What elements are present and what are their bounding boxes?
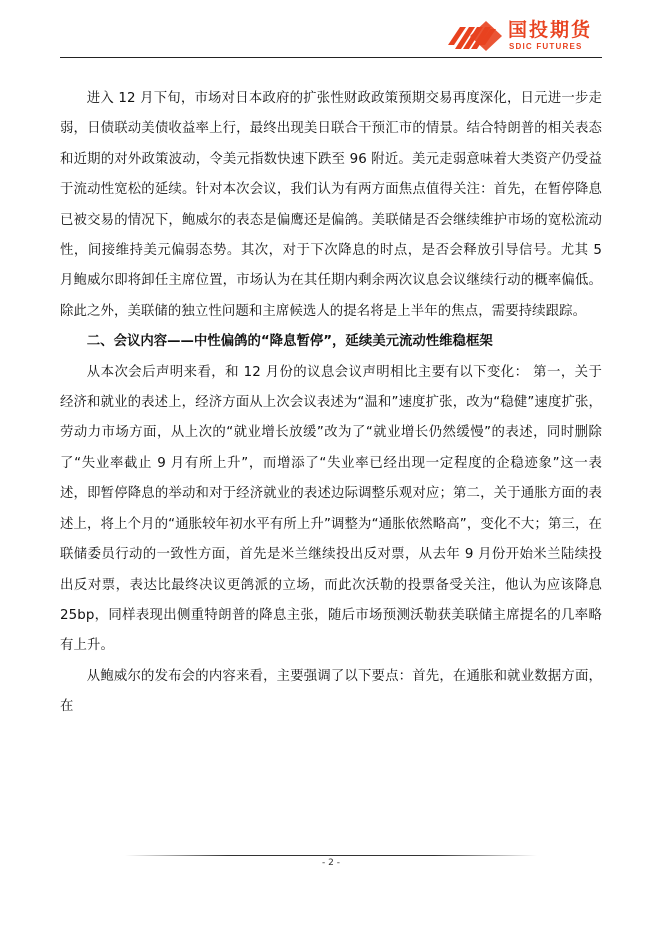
page-number: - 2 -	[322, 858, 340, 868]
paragraph-press-conference: 从鲍威尔的发布会的内容来看，主要强调了以下要点：首先，在通胀和就业数据方面，在	[60, 668, 602, 715]
logo-english-text: SDIC FUTURES	[509, 42, 583, 51]
paragraph-statement-changes: 从本次会后声明来看，和 12 月份的议息会议声明相比主要有以下变化： 第一，关于经济和就业的表述上，经济方面从上次会议表述为“温和”速度扩张，改为“稳健”速度扩张，劳动力市场方面，从上次的“就业增长放缓”改为了“就业增长仍然缓慢”的表述，同时删除了“失业率截止 9 月有所上升”，而增添了“失业率已经出现一定程度的企稳迹象”这一表述，即暂停降息的举动和对于经济就业的表述边际调整乐观对应；第二，关于通胀方面的表述上，将上个月的“通胀较年初水平有所上升”调整为“通胀依然略高”，变化不大；第三，在联储委员行动的一致性方面，首先是米兰继续投出反对票，从去年 9 月份开始米兰陆续投出反对票，表达比最终决议更鸽派的立场，而此次沃勒的投票备受关注，他认为应该降息 25bp，同样表现出侧重特朗普的降息主张，随后市场预测沃勒获美联储主席提名的几率略有上升。	[60, 364, 602, 654]
footer-divider	[125, 855, 537, 856]
paragraph-market-review: 进入 12 月下旬，市场对日本政府的扩张性财政政策预期交易再度深化，日元进一步走弱，日债联动美债收益率上行，最终出现美日联合干预汇市的情景。结合特朗普的相关表态和近期的对外政策波动，令美元指数快速下跌至 96 附近。美元走弱意味着大类资产仍受益于流动性宽松的延续。针对本次会议，我们认为有两方面焦点值得关注：首先，在暂停降息已被交易的情况下，鲍威尔的表态是偏鹰还是偏鸽。美联储是否会继续维护市场的宽松流动性，间接维持美元偏弱态势。其次，对于下次降息的时点，是否会释放引导信号。尤其 5 月鲍威尔即将卸任主席位置，市场认为在其任期内剩余两次议息会议继续行动的概率偏低。除此之外，美联储的独立性问题和主席候选人的提名将是上半年的焦点，需要持续跟踪。	[60, 91, 602, 319]
logo-chinese-text: 国投期货	[508, 19, 593, 41]
logo-stripes-icon	[446, 21, 502, 51]
document-body	[60, 84, 602, 723]
page-header	[0, 0, 662, 60]
section-heading-meeting-content: 二、会议内容——中性偏鸽的“降息暂停”，延续美元流动性维稳框架	[86, 334, 493, 350]
header-divider	[60, 57, 602, 58]
sdic-futures-logo	[446, 19, 606, 53]
